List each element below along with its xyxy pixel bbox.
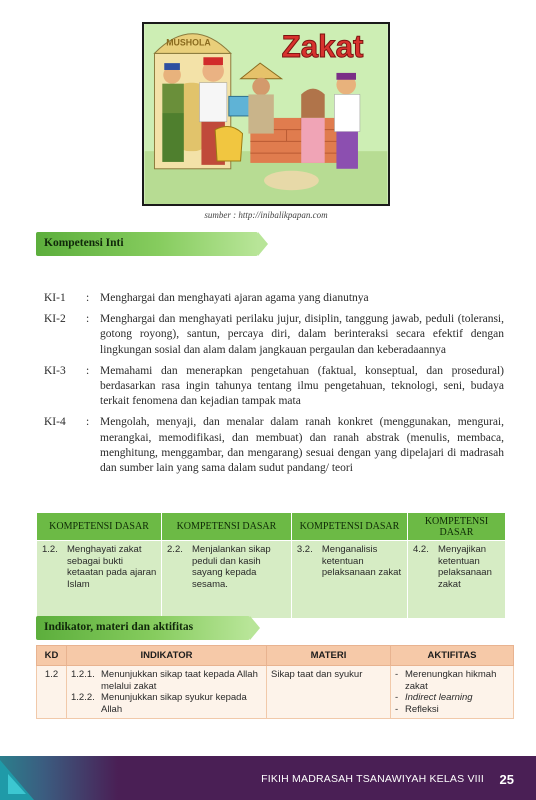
indikator-heading: Indikator, materi dan aktifitas	[36, 616, 250, 640]
kd-header: KOMPETENSI DASAR	[162, 513, 292, 541]
kd-cell	[162, 541, 292, 619]
aktifitas-text: Indirect learning	[405, 692, 473, 703]
kd-number: 2.2.	[167, 544, 183, 555]
aktifitas-item	[395, 704, 509, 716]
image-caption: sumber : http://inibalikpapan.com	[204, 210, 328, 220]
kd-text: Menganalisis ketentuan pelaksanaan zakat	[321, 544, 402, 578]
ki-item	[44, 312, 504, 358]
kd-cell	[408, 541, 506, 619]
indikator-item	[71, 692, 262, 715]
row-materi: Sikap taat dan syukur	[267, 666, 391, 719]
kompetensi-dasar-table	[36, 512, 506, 619]
page-number: 25	[499, 772, 514, 787]
ki-item	[44, 364, 504, 410]
ki-text: Menghargai dan menghayati perilaku jujur, disiplin, tanggung jawab, peduli (toleransi, gotong royong), santun, percaya diri, dalam berinteraksi secara efektif dengan lingkungan sosial dan alam dalam jangkauan pergaulan dan keberadaannya	[100, 313, 504, 356]
zakat-illustration-art	[144, 24, 388, 204]
ki-code: KI-2	[44, 313, 66, 326]
ki-text: Memahami dan menerapkan pengetahuan (faktual, konseptual, dan prosedural) berdasarkan rasa ingin tahunya tentang ilmu pengetahuan, teknologi, seni, budaya terkait fenomena dan kejadian tampak mata	[100, 364, 504, 408]
ki-text: Menghargai dan menghayati ajaran agama yang dianutnya	[100, 292, 369, 304]
mushola-sign: MUSHOLA	[166, 37, 211, 48]
ki-colon: :	[86, 364, 90, 377]
ki-text: Mengolah, menyaji, dan menalar dalam ranah konkret (menggunakan, mengurai, merangkai, memodifikasi, dan membuat) dan ranah abstrak (menulis, membaca, menghitung, menggambar, dan mengarang) sesuai dengan yang dipelajari di madrasah dan sumber lain yang sama dalam sudut pandang/ teori	[100, 416, 504, 475]
kd-header: KOMPETENSI DASAR	[37, 513, 162, 541]
indikator-item	[71, 669, 262, 692]
aktifitas-dash: -	[395, 669, 399, 680]
aktifitas-dash: -	[395, 692, 399, 703]
row-indikator	[67, 666, 267, 719]
kd-number: 3.2.	[296, 544, 313, 555]
indikator-number: 1.2.2.	[71, 692, 95, 703]
row-aktifitas	[391, 666, 514, 719]
kd-text: Menyajikan ketentuan pelaksanaan zakat	[438, 544, 492, 590]
indikator-row	[37, 666, 514, 719]
aktifitas-item	[395, 692, 509, 704]
zakat-illustration	[142, 22, 390, 206]
kompetensi-inti-list	[44, 291, 504, 482]
kompetensi-inti-heading: Kompetensi Inti	[36, 232, 258, 256]
ki-colon: :	[86, 313, 90, 326]
header-materi: MATERI	[267, 646, 391, 666]
header-indikator: INDIKATOR	[67, 646, 267, 666]
ki-code: KI-1	[44, 292, 66, 304]
ki-code: KI-4	[44, 416, 66, 429]
aktifitas-text: Refleksi	[405, 703, 439, 715]
ki-colon: :	[86, 292, 90, 304]
kd-row	[37, 541, 506, 619]
indikator-text: Menunjukkan sikap syukur kepada Allah	[101, 692, 247, 715]
aktifitas-text: Merenungkan hikmah zakat	[405, 669, 497, 692]
ki-colon: :	[86, 416, 90, 429]
kd-number: 4.2.	[413, 544, 429, 555]
footer-book-title: FIKIH MADRASAH TSANAWIYAH KELAS VIII	[261, 773, 484, 785]
indikator-table	[36, 645, 514, 719]
page-footer	[0, 756, 536, 800]
indikator-header-row	[37, 646, 514, 666]
aktifitas-item	[395, 669, 509, 692]
zakat-title: Zakat	[281, 29, 364, 65]
header-aktifitas: AKTIFITAS	[391, 646, 514, 666]
footer-decor-triangle	[8, 774, 26, 794]
ki-code: KI-3	[44, 364, 66, 377]
aktifitas-dash: -	[395, 703, 399, 715]
kd-header-row	[37, 513, 506, 541]
kd-header: KOMPETENSI DASAR	[408, 513, 506, 541]
kd-text: Menghayati zakat sebagai bukti ketaatan pada ajaran Islam	[67, 544, 157, 590]
row-kd: 1.2	[37, 666, 67, 719]
kd-cell	[37, 541, 162, 619]
kd-cell	[291, 541, 407, 619]
indikator-text: Menunjukkan sikap taat kepada Allah melalui zakat	[101, 669, 258, 692]
header-kd: KD	[37, 646, 67, 666]
indikator-number: 1.2.1.	[71, 669, 95, 680]
kd-text: Menjalankan sikap peduli dan kasih sayang kepada sesama.	[192, 544, 271, 590]
ki-item	[44, 291, 504, 306]
kd-number: 1.2.	[42, 544, 58, 555]
ki-item	[44, 415, 504, 476]
kd-header: KOMPETENSI DASAR	[291, 513, 407, 541]
